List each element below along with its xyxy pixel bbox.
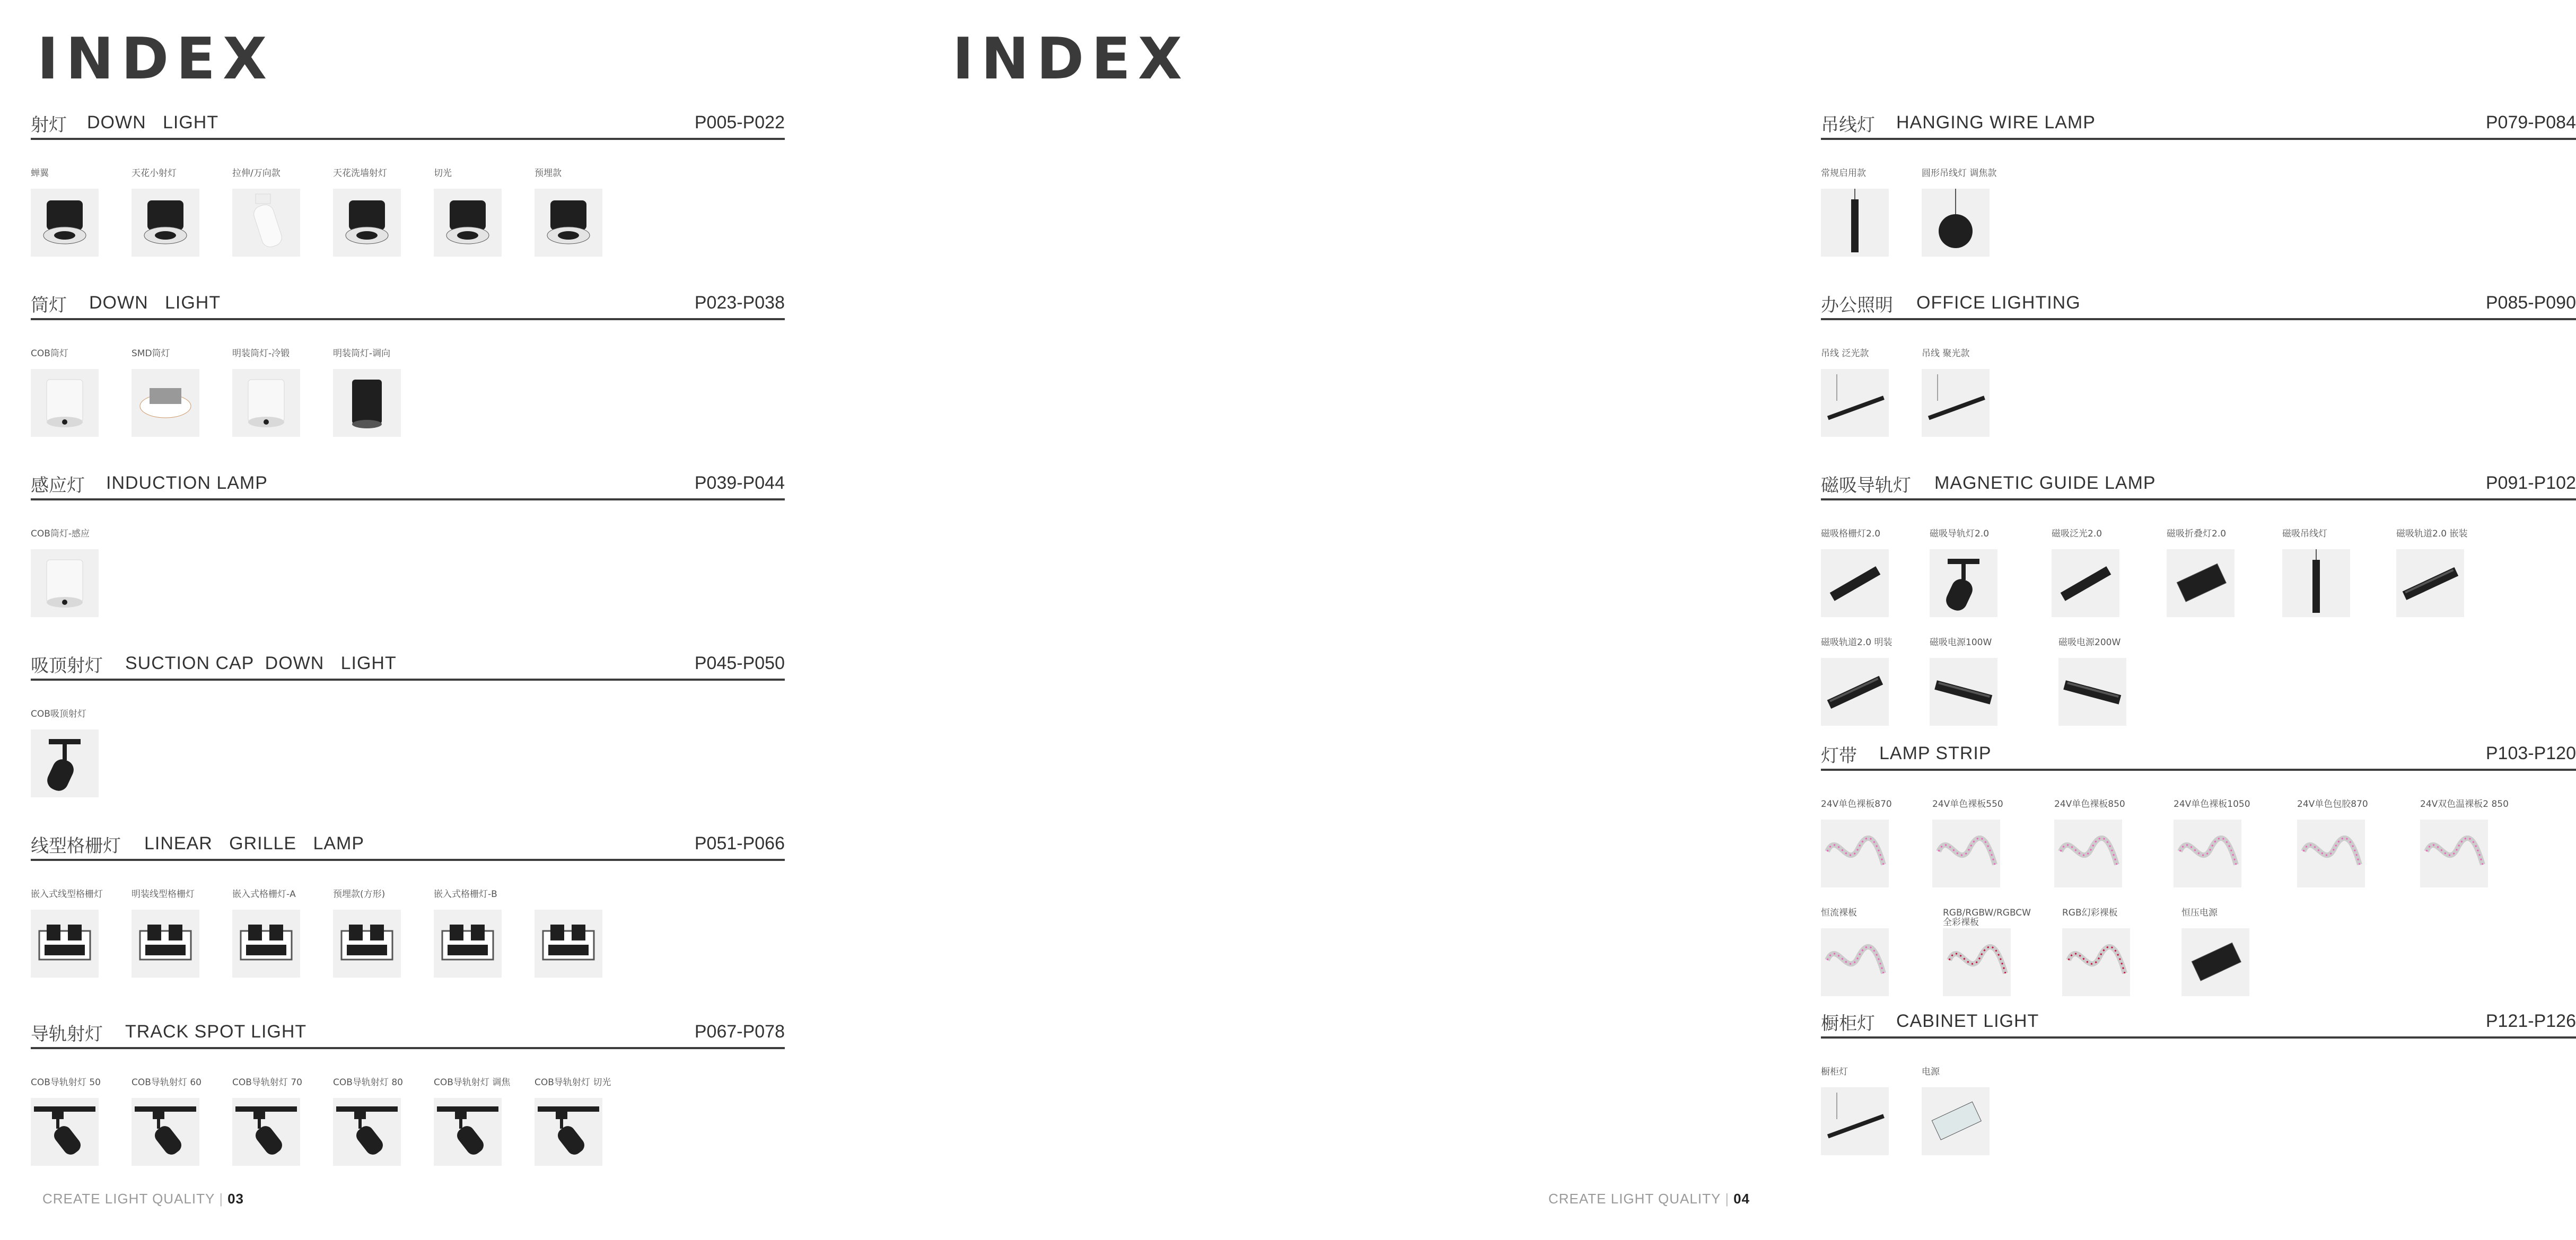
section-page-range[interactable]: P091-P102 [2485,473,2576,493]
magnetic-track-recessed-icon [2396,549,2464,617]
product-label: COB筒灯 [31,348,68,359]
product-label: 磁吸吊线灯 [2282,529,2327,539]
section-title-cn: 感应灯 [31,475,85,496]
section-title-en: OFFICE LIGHTING [1916,293,2081,313]
section-header [1821,106,2576,140]
product-label: 磁吸格栅灯2.0 [1821,529,1881,539]
grille-lamp-b-icon [434,910,502,978]
section-header [1821,467,2576,500]
section-header [31,467,785,500]
mini-spotlight-icon [132,189,199,257]
cob-downlight-icon [31,369,99,437]
track-spot-zoom-icon [434,1098,502,1166]
strip-rgb-icon [1943,928,2011,996]
section [1821,286,2576,359]
product-label: 磁吸导轨灯2.0 [1930,529,1990,539]
section [31,106,785,179]
left-page [0,0,877,1240]
product-label: 明装筒灯-调向 [333,348,391,359]
product-label: COB导轨射灯 调焦 [434,1077,511,1088]
product-label: 预埋款(方形) [333,889,385,900]
track-spot-80-icon [333,1098,401,1166]
product-label: 常规启用款 [1821,168,1866,179]
magnetic-track-surface-icon [1821,658,1889,726]
section-title-cn: 吸顶射灯 [31,655,103,676]
product-label: 嵌入式线型格栅灯 [31,889,103,900]
section-title-en: DOWN LIGHT [89,293,221,313]
section-title-cn: 导轨射灯 [31,1024,103,1045]
track-spot-70-icon [232,1098,300,1166]
section [31,1015,785,1088]
section-header [1821,737,2576,771]
section-header [1821,1005,2576,1039]
wall-washer-spotlight-icon [333,189,401,257]
product-label: 蝉翼 [31,168,49,179]
product-label: 24V双色温裸板2 850 [2420,799,2509,810]
product-label: COB导轨射灯 80 [333,1077,403,1088]
section-header [31,1015,785,1049]
section-header [31,106,785,140]
pendant-tube-icon [1821,189,1889,257]
surface-spotlight-icon [31,729,99,797]
section-page-range[interactable]: P079-P084 [2485,112,2576,133]
magnetic-fold-icon [2167,549,2235,617]
product-label: 24V单色裸板870 [1821,799,1892,810]
telescopic-spotlight-icon [232,189,300,257]
section-page-range[interactable]: P039-P044 [694,473,785,493]
section-title-cn: 吊线灯 [1821,115,1875,136]
section-title-en: DOWN LIGHT [87,112,219,133]
product-label: RGB幻彩裸板 [2062,908,2118,918]
footer-tagline: CREATE LIGHT QUALITY [42,1191,215,1207]
power-supply-icon [2181,928,2249,996]
grille-square-icon [333,910,401,978]
grille-double-icon [535,910,602,978]
product-label: COB吸顶射灯 [31,709,86,719]
section [1821,737,2576,928]
product-label: COB导轨射灯 切光 [535,1077,611,1088]
magnetic-grille-icon [1821,549,1889,617]
product-label: 圆形吊线灯 调焦款 [1922,168,1997,179]
cut-light-spotlight-icon [434,189,502,257]
section-title-cn: 办公照明 [1821,295,1893,316]
footer-tagline: CREATE LIGHT QUALITY [1548,1191,1721,1207]
section-title-cn: 线型格栅灯 [31,836,121,857]
trimless-spotlight-icon [535,189,602,257]
section-title-en: MAGNETIC GUIDE LAMP [1934,473,2156,493]
section [1821,106,2576,179]
cabinet-driver-icon [1922,1087,1990,1155]
section-header [31,827,785,861]
product-label: COB导轨射灯 70 [232,1077,302,1088]
right-page [877,0,2576,1240]
track-spot-50-icon [31,1098,99,1166]
office-linear-flood-icon [1821,369,1889,437]
product-label: COB导轨射灯 50 [31,1077,101,1088]
product-label: 磁吸泛光2.0 [2052,529,2102,539]
product-label: COB导轨射灯 60 [132,1077,201,1088]
product-label: 恒流裸板 [1821,908,1857,918]
page-number: 04 [1733,1191,1750,1207]
section [31,467,785,539]
section [1821,1005,2576,1077]
product-label: 预埋款 [535,168,562,179]
section-title-en: LAMP STRIP [1879,743,1992,763]
cabinet-bar-icon [1821,1087,1889,1155]
strip-magic-icon [2062,928,2130,996]
product-label: 天花小射灯 [132,168,177,179]
section-title-cn: 磁吸导轨灯 [1821,475,1911,496]
product-label: RGB/RGBW/RGBCW 全彩裸板 [1943,908,2031,928]
section [31,286,785,359]
section-page-range[interactable]: P085-P090 [2485,293,2576,313]
product-label: 磁吸轨道2.0 明装 [1821,637,1892,648]
section-title-cn: 橱柜灯 [1821,1013,1875,1034]
magnetic-driver-100w-icon [1930,658,1997,726]
product-label: 磁吸轨道2.0 嵌装 [2396,529,2468,539]
product-label: 切光 [434,168,452,179]
product-label: COB筒灯-感应 [31,529,90,539]
surface-downlight-white-icon [232,369,300,437]
section [31,647,785,719]
magnetic-spot-icon [1930,549,1997,617]
product-label: 嵌入式格栅灯-B [434,889,497,900]
index-title: INDEX [952,26,1190,92]
section-page-range[interactable]: P051-P066 [694,833,785,854]
sensor-downlight-icon [31,549,99,617]
recessed-spotlight-icon [31,189,99,257]
section-title-cn: 射灯 [31,115,67,136]
section-title-en: CABINET LIGHT [1896,1011,2039,1031]
product-label: 24V单色裸板1050 [2174,799,2250,810]
grille-lamp-a-icon [232,910,300,978]
section-title-en: LINEAR GRILLE LAMP [144,833,365,854]
product-label: 电源 [1922,1067,1940,1077]
product-label: 明装线型格栅灯 [132,889,195,900]
linear-grille-recessed-icon [31,910,99,978]
magnetic-driver-200w-icon [2058,658,2126,726]
section-page-range[interactable]: P023-P038 [694,293,785,313]
product-label: 24V单色裸板550 [1932,799,2003,810]
section [31,827,785,900]
section-header [31,286,785,320]
footer-right: CREATE LIGHT QUALITY | 04 [1548,1191,1750,1207]
index-title: INDEX [37,26,275,92]
product-label: 天花洗墙射灯 [333,168,387,179]
section-page-range[interactable]: P067-P078 [694,1022,785,1042]
magnetic-flood-icon [2052,549,2119,617]
product-label: 吊线 聚光款 [1922,348,1970,359]
product-label: 24V单色包胶870 [2297,799,2368,810]
strip-coated-icon [2297,820,2365,887]
product-label: 拉伸/万向款 [232,168,281,179]
footer-left: CREATE LIGHT QUALITY | 03 [42,1191,244,1207]
track-spot-60-icon [132,1098,199,1166]
product-label: 嵌入式格栅灯-A [232,889,296,900]
section-title-en: HANGING WIRE LAMP [1896,112,2096,133]
strip-constant-icon [1821,928,1889,996]
product-label: 吊线 泛光款 [1821,348,1869,359]
strip-550-icon [1932,820,2000,887]
product-label: 磁吸电源200W [2058,637,2121,648]
section-title-en: SUCTION CAP DOWN LIGHT [125,653,397,673]
section-title-cn: 筒灯 [31,295,67,316]
track-spot-cut-icon [535,1098,602,1166]
section-title-en: TRACK SPOT LIGHT [125,1022,307,1042]
product-label: 橱柜灯 [1821,1067,1848,1077]
section-page-range[interactable]: P103-P120 [2485,743,2576,763]
pendant-round-icon [1922,189,1990,257]
product-label: 恒压电源 [2181,908,2218,918]
office-linear-spot-icon [1922,369,1990,437]
strip-870-icon [1821,820,1889,887]
strip-dual-icon [2420,820,2488,887]
section-title-en: INDUCTION LAMP [106,473,268,493]
magnetic-pendant-icon [2282,549,2350,617]
section-page-range[interactable]: P045-P050 [694,653,785,673]
section [1821,467,2576,648]
product-label: 24V单色裸板850 [2054,799,2125,810]
section-header [31,647,785,681]
smd-downlight-icon [132,369,199,437]
linear-grille-surface-icon [132,910,199,978]
strip-850-icon [2054,820,2122,887]
product-label: SMD筒灯 [132,348,170,359]
page-number: 03 [227,1191,244,1207]
section-page-range[interactable]: P005-P022 [694,112,785,133]
section-header [1821,286,2576,320]
strip-1050-icon [2174,820,2241,887]
section-page-range[interactable]: P121-P126 [2485,1011,2576,1031]
product-label: 明装筒灯-冷锻 [232,348,290,359]
product-label: 磁吸折叠灯2.0 [2167,529,2227,539]
product-label: 磁吸电源100W [1930,637,1992,648]
surface-downlight-black-icon [333,369,401,437]
section-title-cn: 灯带 [1821,745,1857,767]
